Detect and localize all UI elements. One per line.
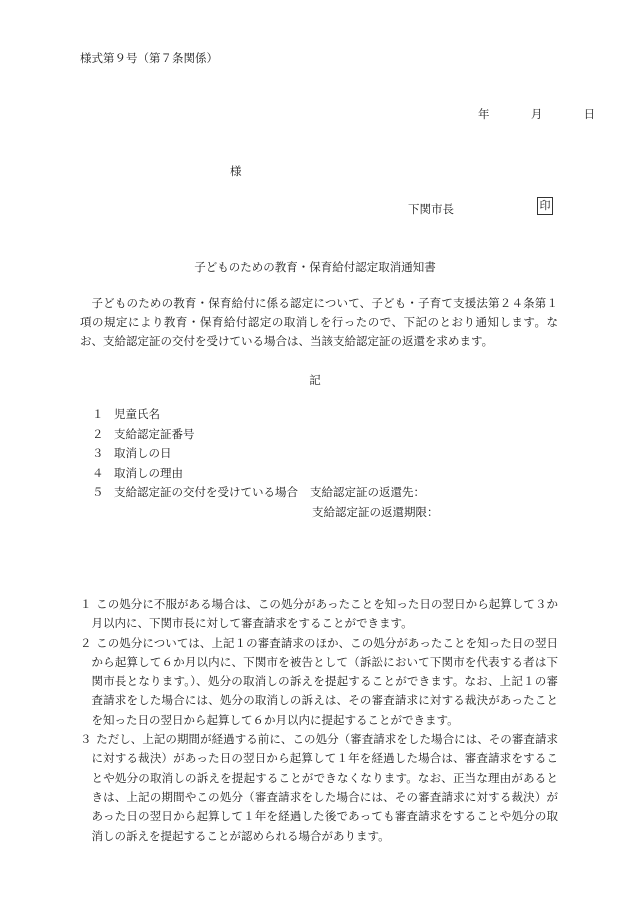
intro-paragraph: 子どものための教育・保育給付に係る認定について、子ども・子育て支援法第２４条第１項の規定により教育・保育給付認定の取消しを行ったので、下記のとおり通知します。なお、支給認定証の交付を受けている場合は、当該支給認定証の返還を求めます。 — [80, 296, 558, 349]
item-number: １ — [92, 407, 104, 421]
issuer-name: 下関市長 — [408, 202, 454, 216]
item-number: ５ — [92, 485, 104, 499]
document-title: 子どものための教育・保育給付認定取消通知書 — [194, 260, 436, 274]
return-deadline-label: 支給認定証の返還期限： — [312, 504, 439, 519]
note-text: ただし、上記の期間が経過する前に、この処分（審査請求をした場合には、その審査請求に対する裁決）があった日の翌日から起算して１年を経過した場合は、審査請求をすることや処分の取消しの訴えを提起することができなくなります。なお、正当な理由があるときは、上記の期間やこの処分（審査請求をした場合には、その審査請求に対する裁決）があった日の翌日から起算して１年を経過した後であっても審査請求をすることや処分の取消しの訴えを提起することが認められる場合があります。 — [91, 732, 558, 843]
list-item — [92, 444, 439, 464]
form-number: 様式第９号（第７条関係） — [80, 51, 218, 65]
item-label: 支給認定証番号 — [114, 426, 195, 441]
date-day: 日 — [583, 107, 596, 121]
ki-heading: 記 — [309, 373, 321, 387]
item-label: 取消しの理由 — [114, 465, 183, 480]
notes-list — [80, 595, 558, 846]
list-item — [92, 425, 439, 445]
return-destination-label: 支給認定証の返還先： — [310, 485, 425, 499]
date-year: 年 — [478, 107, 490, 121]
list-item — [92, 405, 439, 425]
note-number: ３ — [80, 732, 92, 747]
item-label: 取消しの日 — [114, 446, 172, 460]
note-number: １ — [80, 597, 92, 611]
item-number: ３ — [92, 446, 104, 460]
note-text: この処分については、上記１の審査請求のほか、この処分があったことを知った日の翌日から起算して６か月以内に、下関市を被告として（訴訟において下関市を代表する者は下関市長となります。）、処分の取消しの訴えを提起することができます。なお、上記１の審査請求をした場合には、処分の取消しの訴えは、その審査請求に対する裁決があったことを知った日の翌日から起算して６か月以内に提起することができます。 — [91, 635, 558, 727]
date-month: 月 — [530, 107, 543, 121]
item-number: ４ — [92, 465, 104, 480]
item-label: 支給認定証の交付を受けている場合 — [114, 485, 298, 499]
note-item — [80, 595, 558, 634]
item-list — [92, 405, 439, 522]
date-line — [478, 106, 595, 122]
addressee-suffix: 様 — [230, 164, 242, 178]
note-text: この処分に不服がある場合は、この処分があったことを知った日の翌日から起算して３か月以内に、下関市長に対して審査請求をすることができます。 — [91, 597, 558, 631]
note-item — [80, 730, 558, 846]
list-item — [92, 483, 439, 503]
item-label: 児童氏名 — [114, 407, 160, 421]
seal-box: 印 — [537, 197, 553, 215]
list-item — [92, 464, 439, 484]
item-number: ２ — [92, 426, 104, 441]
note-number: ２ — [80, 635, 92, 650]
note-item — [80, 634, 558, 730]
